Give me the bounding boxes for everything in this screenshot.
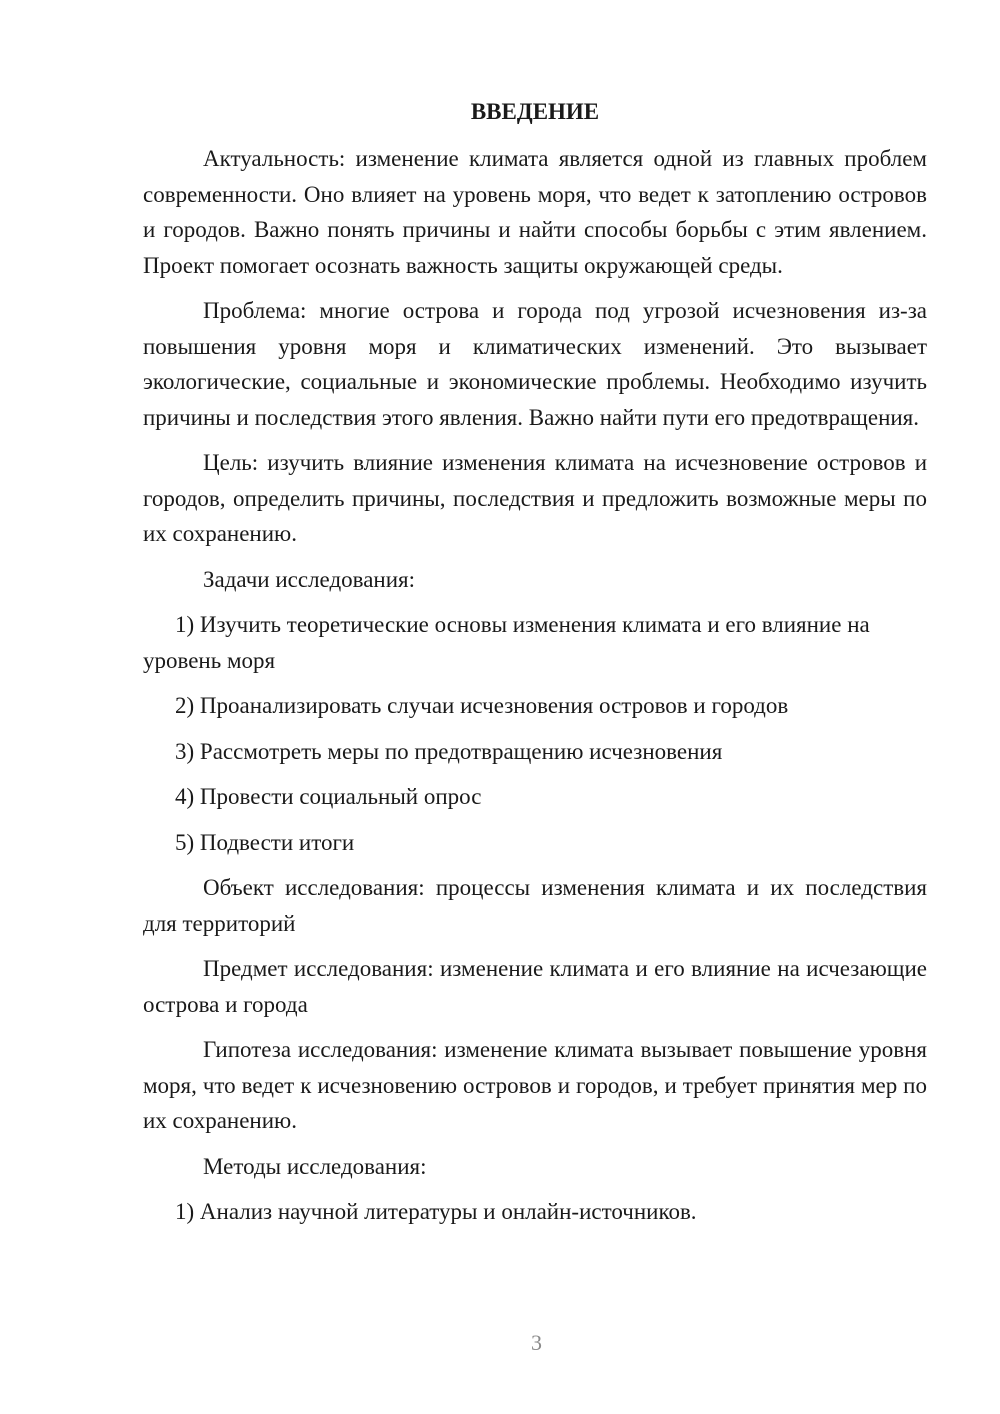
task-item: 4) Провести социальный опрос [175,784,482,809]
task-item: 1) Изучить теоретические основы изменения климата и его влияние на уровень моря [143,612,870,673]
method-item: 1) Анализ научной литературы и онлайн-источников. [175,1199,697,1224]
relevance-paragraph: Актуальность: изменение климата является одной из главных проблем современности. Оно влияет на уровень моря, что ведет к затоплению островов и городов. Важно понять причины и найти способы борьбы с этим явлением. Проект помогает осознать важность защиты окружающей среды. [143,146,927,278]
hypothesis-paragraph: Гипотеза исследования: изменение климата вызывает повышение уровня моря, что ведет к исчезновению островов и городов, и требует принятия мер по их сохранению. [143,1037,927,1133]
tasks-title: Задачи исследования: [203,566,416,592]
problem-paragraph: Проблема: многие острова и города под угрозой исчезновения из-за повышения уровня моря и климатических изменений. Это вызывает экологические, социальные и экономические проблемы. Необходимо изучить причины и последствия этого явления. Важно найти пути его предотвращения. [143,298,927,430]
object-paragraph: Объект исследования: процессы изменения климата и их последствия для территорий [143,875,927,936]
task-item: 3) Рассмотреть меры по предотвращению исчезновения [175,738,723,764]
subject-paragraph: Предмет исследования: изменение климата и его влияние на исчезающие острова и города [143,956,927,1017]
methods-title: Методы исследования: [203,1153,427,1179]
task-item: 2) Проанализировать случаи исчезновения островов и городов [175,693,789,718]
goal-paragraph: Цель: изучить влияние изменения климата на исчезновение островов и городов, определить причины, последствия и предложить возможные меры по их сохранению. [143,450,927,546]
task-item: 5) Подвести итоги [175,829,355,855]
page-content [143,94,927,1240]
page-number: 3 [531,1330,542,1355]
section-heading: ВВЕДЕНИЕ [470,99,600,124]
